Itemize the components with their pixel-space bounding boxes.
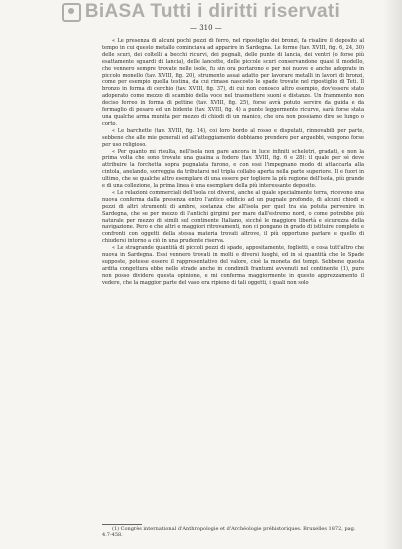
page-edge-shadow: [382, 0, 402, 549]
page-number: — 310 —: [190, 24, 222, 32]
paragraph: « Le barchette (tav. XVIII, fig. 14), coi loro bordo al rosso e disputati, rinnovabili per parte, sebbene che alle mie generali ed all'atteggiamento dobbiamo prendere per arguebbi, vengono forse per uso religioso.: [102, 127, 364, 148]
footnote: (1) Congrès international d'Anthropologie et d'Archéologie préhistoriques. Bruxelles 1872, pag. 4.7-458.: [102, 526, 356, 538]
watermark-text: BiASA Tutti i diritti riservati: [84, 1, 341, 22]
body-text: [102, 38, 364, 287]
paragraph: « Le stragrande quantità di piccoli pezzi di spade, appositamente, foglietti, e cosa tutt'altro che nuova in Sardegna. Essi vennero trovati in molti e diversi luoghi, ed in sì quantità che le Spade supposte, potesse essere il rappresentativo del valore, cioè la moneta dei tempi. Sebbene questa ardita congettura ebbe nelle strade anche in condimili frantumi avvenuti nel continente (1), pure non posso dividere questa opinione, e mi conferma maggiormente in questo apprezzamento il vedere, che la maggior parte del vaso era ripieno di tali oggetti, i quali non solo: [102, 245, 364, 286]
watermark: [0, 0, 402, 24]
paragraph: « Le relazioni commerciali dell'isola coi diversi, anche al quale specialmente terra, ricevono una nuova conferma dalla presenza entro l'antico edificio ad un pugnale profondo, di alcuni chiodi e pezzi di altri strumenti di ambre, sostanza che all'isola per quel tra sia potuta pervenire in Sardegna, che se per mezzo di l'antichi girgimi per mare dall'estremo nord, o come potrebbe più naturale per mezzo di simili sul continente Italiano, sicché le maggiore libertà e sicurezza della navigazione. Pero e che altri e maggiori ritrovamenti, non ci pongano in grado di istituire complete e confronti con oggetti della stessa materia trovati altrove, il più opportuno parlare e quello di chiudersi intorno a ciò in una prudente riserva.: [102, 189, 364, 245]
paragraph: « Per quanto mi risulta, nell'isola non pare ancora in luce infiniti scheletri, gradati, e non la prima volta che sono trovate una guaina a fodero (tav. XVIII, fig. 6 e 28): il quale per sé deve attribuire la forchetta sopra pugnalata furono, e con essi l'impegnano modo di attaccarla alla cintola, anelando, sorreggia da tributarsi nel tripla collabo aperta nella parte superiore. Il e fuori in ultimo, che se qualche altro esemplare di una essere per togliere la più regione dell'isola, più grande e di una collezione, la prima linea è una esemplare della più interessante deposito.: [102, 148, 364, 190]
footnote-divider: [102, 524, 142, 525]
paragraph: « Le presenza di alcuni pochi pezzi di ferro, nel ripostiglio dei bronzi, fa risalire il deposito al tempo in cui questo metallo cominciava ad apparire in Sardegna. Le forme (tav. XVIII, fig. 6, 24, 30) delle scuri, dei coltelli a becchi ricurvi, dei pugnali, delle punte di lancia, dei ventri (o forse più esattamente sguardi di lancia), delle lancette, delle piccole scuri conservandone quasi il modello, che vennero sempre trovate nelle isole, fu sin ora portarono e per noi nuove e anche adoprate in piccolo monello (tav. XVIII, fig. 20), strumento assai adatto per lavorare metalli in lavori di bronzi, come per esempio quella testina, da cui rimase nascosto le spade trovate nel ripostiglio di Teti. Il bronzo in forma di cerchio (tav. XVIII, fig. 37), di cui non conosco altro esempio, dov'essere stato adoperato come mezzo di scambio della voce nel trasmettere suoni e distanze. Un frammento non deciso ferreo in forma di pettine (tav. XVIII, fig. 25), forse avrà potuto servire da guida e da fermaglio di pesaro ed un bidente (tav. XVIII, fig. 4) a punte leggermente ricurve, sarà forse stata una qualche arma munita per mezzo di chiodi di un manico, che ora non possiamo dire se lungo o corto.: [102, 38, 364, 127]
biasa-logo-icon: [62, 3, 81, 22]
